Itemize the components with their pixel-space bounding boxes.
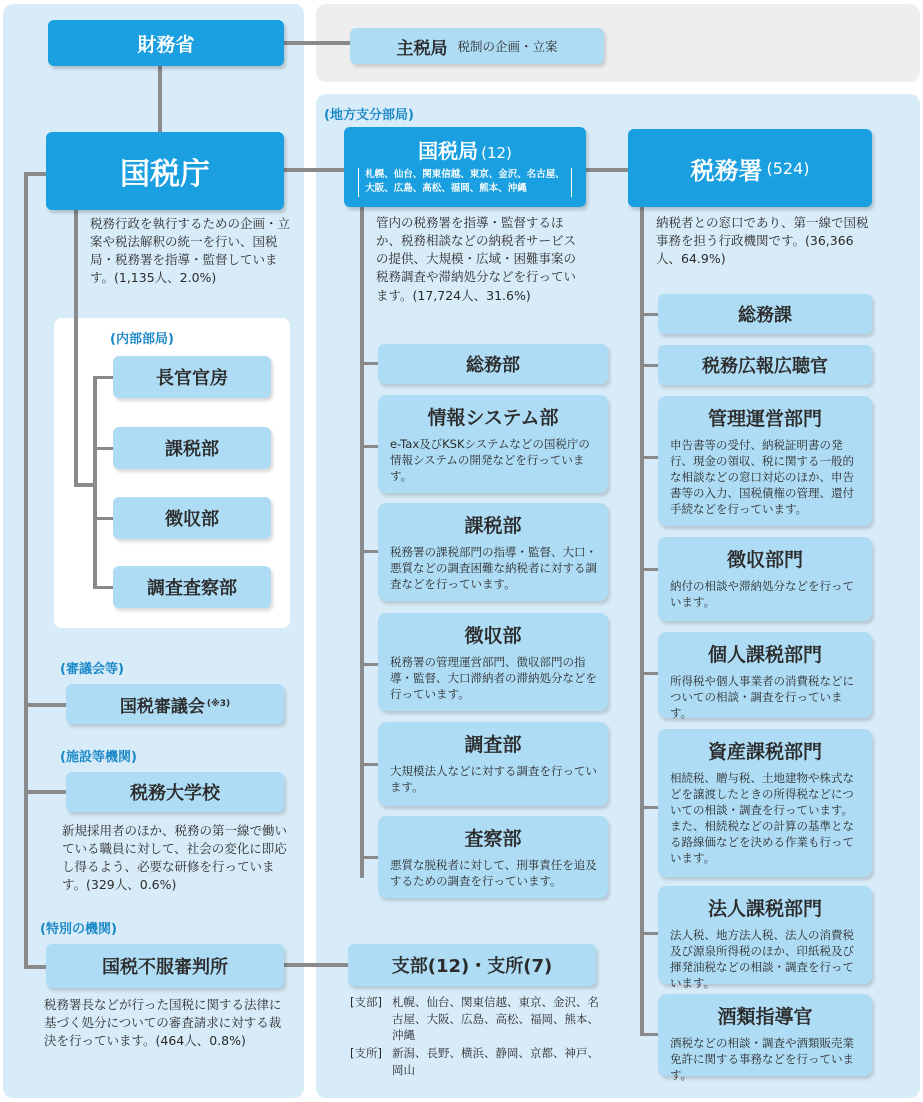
bureau-count: (12) xyxy=(481,144,512,162)
internal-item: 長官官房 xyxy=(113,356,271,398)
connector xyxy=(640,806,660,809)
office-dept-title: 管理運営部門 xyxy=(707,408,822,430)
office-dept-title: 法人課税部門 xyxy=(707,898,822,920)
bureau-dept-desc: e-Tax及びKSKシステムなどの国税庁の情報システムの開発などを行っています。 xyxy=(390,437,590,484)
office-dept xyxy=(658,729,872,877)
sub-branch-tag: [支所] xyxy=(350,1046,382,1060)
connector xyxy=(360,362,380,365)
internal-item: 調査査察部 xyxy=(113,566,271,608)
facility-box xyxy=(66,772,284,812)
connector xyxy=(74,210,78,486)
connector xyxy=(360,763,380,766)
connector xyxy=(640,205,644,1035)
office-box xyxy=(628,129,872,207)
office-dept-title: 酒類指導官 xyxy=(717,1006,813,1028)
mof-label: 財務省 xyxy=(137,33,195,56)
connector xyxy=(640,364,660,367)
connector xyxy=(640,456,660,459)
branch-row xyxy=(350,994,600,1044)
bureau-title xyxy=(418,135,512,164)
internal-item: 課税部 xyxy=(113,427,271,469)
connector xyxy=(360,550,380,553)
office-dept-desc: 相続税、贈与税、土地建物や株式などを譲渡したときの所得税などについての相談・調査を行っています。また、相続税などの計算の基準となる路線価などを決める作業も行っています。 xyxy=(670,771,854,866)
tax-bureau-box xyxy=(350,28,604,64)
bureau-name: 国税局 xyxy=(418,139,479,163)
bureau-desc: 管内の税務署を指導・監督するほか、税務相談などの納税者サービスの提供、大規模・広域・困難事案の税務調査や滞納処分などを行っています。(17,724人、31.6%) xyxy=(376,215,577,303)
regional-heading: (地方支分部局) xyxy=(324,108,414,123)
council-box xyxy=(66,684,284,724)
office-dept-desc: 酒税などの相談・調査や酒類販売業免許に関する事務などを行っています。 xyxy=(670,1036,854,1083)
bureau-dept-title: 調査部 xyxy=(464,734,522,756)
office-dept-desc: 所得税や個人事業者の消費税などについての相談・調査を行っています。 xyxy=(670,674,854,721)
connector xyxy=(24,965,46,969)
office-dept xyxy=(658,537,872,621)
office-desc: 納税者との窓口であり、第一線で国税事務を担う行政機関です。(36,366人、64.9%) xyxy=(656,215,869,267)
bureau-dept-title: 徴収部 xyxy=(464,625,522,647)
council-heading: (審議会等) xyxy=(60,662,124,677)
special-desc: 税務署長などが行った国税に関する法律に基づく処分についての審査請求に対する裁決を行っています。(464人、0.8%) xyxy=(44,997,282,1049)
tax-bureau-name: 主税局 xyxy=(396,38,448,59)
bureau-cities xyxy=(358,168,572,197)
bureau-dept xyxy=(378,395,608,493)
connector xyxy=(24,172,28,968)
bureau-dept-desc: 大規模法人などに対する調査を行っています。 xyxy=(390,764,597,795)
connector xyxy=(360,663,380,666)
nta-desc: 税務行政を執行するための企画・立案や税法解釈の統一を行い、国税局・税務署を指導・監督しています。(1,135人、2.0%) xyxy=(90,216,291,286)
bureau-dept xyxy=(378,503,608,601)
office-dept-desc: 法人税、地方法人税、法人の消費税及び源泉所得税のほか、印紙税及び揮発油税などの相談・調査を行っています。 xyxy=(670,928,854,991)
mof-box xyxy=(48,20,284,66)
branch-box: 支部(12)・支所(7) xyxy=(348,944,596,986)
bureau-dept-desc: 悪質な脱税者に対して、刑事責任を追及するための調査を行っています。 xyxy=(390,858,597,889)
connector xyxy=(93,447,113,450)
nta-box xyxy=(46,132,284,210)
connector xyxy=(93,517,113,520)
connector xyxy=(158,66,162,132)
office-dept-desc: 納付の相談や滞納処分などを行っています。 xyxy=(670,579,854,610)
office-dept: 総務課 xyxy=(658,294,872,334)
office-dept-title: 徴収部門 xyxy=(726,549,803,571)
bureau-dept-title: 課税部 xyxy=(464,515,522,537)
office-dept xyxy=(658,886,872,991)
bureau-dept-desc: 税務署の課税部門の指導・監督、大口・悪質などの調査困難な納税者に対する調査などを行っています。 xyxy=(390,545,597,592)
office-count: (524) xyxy=(766,158,810,178)
council-note: (※3) xyxy=(206,699,231,709)
bureau-dept-desc: 税務署の管理運営部門、徴収部門の指導・監督、大口滞納者の滞納処分などを行っています。 xyxy=(390,655,597,702)
facility-desc: 新規採用者のほか、税務の第一線で働いている職員に対して、社会の変化に即応し得るよう、必要な研修を行っています。(329人、0.6%) xyxy=(62,823,288,893)
connector xyxy=(24,172,46,176)
connector xyxy=(640,1033,660,1036)
office-name: 税務署 xyxy=(690,156,763,185)
bureau-cities-line2: 大阪、広島、高松、福岡、熊本、沖縄 xyxy=(365,183,527,195)
office-dept-title: 資産課税部門 xyxy=(707,741,822,763)
special-box xyxy=(46,944,284,988)
internal-heading: (内部部局) xyxy=(110,332,174,347)
branch-tag: [支部] xyxy=(350,995,382,1009)
bureau-dept-title: 査察部 xyxy=(464,828,522,850)
connector xyxy=(640,932,660,935)
connector xyxy=(360,856,380,859)
office-dept-desc: 申告書等の受付、納税証明書の発行、現金の領収、税に関する一般的な相談などの窓口対応のほか、申告書等の入力、国税債権の管理、還付手続などを行っています。 xyxy=(670,438,854,517)
nta-label: 国税庁 xyxy=(120,157,210,192)
branch-list: 札幌、仙台、関東信越、東京、金沢、名古屋、大阪、広島、高松、福岡、熊本、沖縄 xyxy=(392,995,599,1043)
bureau-dept-title: 情報システム部 xyxy=(427,407,559,429)
connector xyxy=(24,790,66,794)
tax-bureau-desc: 税制の企画・立案 xyxy=(457,39,558,54)
connector xyxy=(360,445,380,448)
office-dept xyxy=(658,396,872,526)
bureau-dept: 総務部 xyxy=(378,344,608,384)
connector xyxy=(640,313,660,316)
office-dept xyxy=(658,994,872,1083)
office-dept-title: 個人課税部門 xyxy=(707,644,822,666)
bureau-dept xyxy=(378,722,608,806)
facility-label: 税務大学校 xyxy=(130,783,220,804)
special-heading: (特別の機関) xyxy=(40,922,117,937)
sub-branch-row xyxy=(350,1045,600,1078)
internal-item: 徴収部 xyxy=(113,497,271,539)
connector xyxy=(284,41,350,45)
office-dept xyxy=(658,632,872,721)
connector xyxy=(360,205,364,878)
connector xyxy=(93,376,97,588)
special-label: 国税不服審判所 xyxy=(102,957,228,978)
connector xyxy=(284,963,348,967)
facility-heading: (施設等機関) xyxy=(60,750,137,765)
office-dept: 税務広報広聴官 xyxy=(658,345,872,385)
bureau-dept xyxy=(378,816,608,898)
bureau-box xyxy=(344,127,586,207)
connector xyxy=(640,568,660,571)
bureau-cities-line1: 札幌、仙台、関東信越、東京、金沢、名古屋、 xyxy=(365,169,565,180)
bureau-dept xyxy=(378,613,608,711)
connector xyxy=(640,672,660,675)
connector xyxy=(93,376,113,379)
council-label: 国税審議会 xyxy=(119,696,205,717)
connector xyxy=(24,703,66,707)
connector xyxy=(93,586,113,589)
sub-branch-list: 新潟、長野、横浜、静岡、京都、神戸、岡山 xyxy=(392,1046,599,1077)
